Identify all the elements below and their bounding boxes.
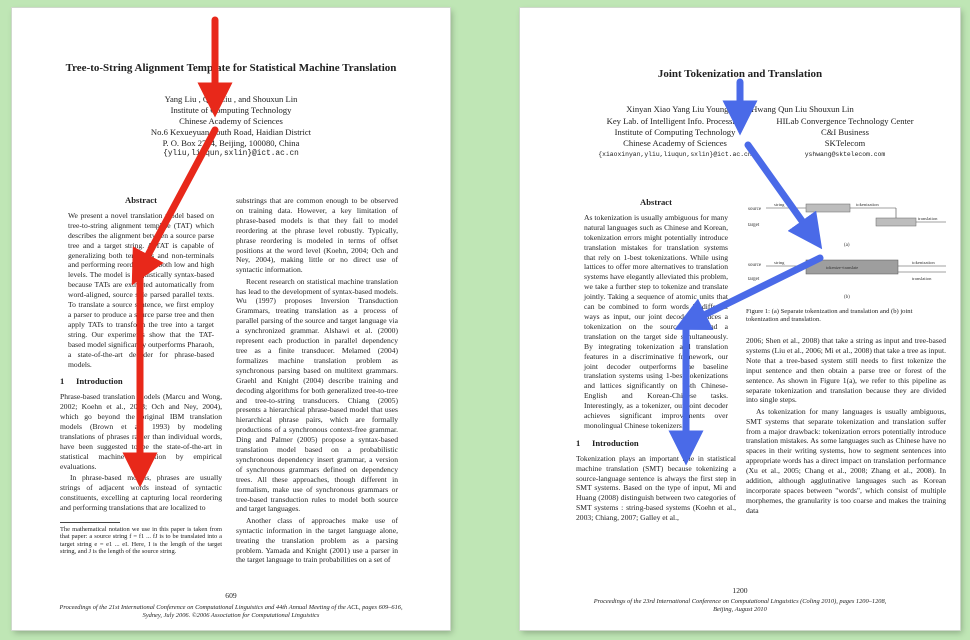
right-affil-left-line: Key Lab. of Intelligent Info. Processing: [606, 116, 744, 126]
right-authors: Xinyan Xiao Yang Liu Young-Sook Hwang Qun Liu Shouxun Lin: [626, 104, 854, 114]
fig-joint-box-label: tokenize+translate: [826, 265, 859, 270]
fig-label-b: (b): [844, 295, 850, 300]
fig-label-translation-b: translation: [912, 276, 932, 281]
right-email-left: {xiaoxinyan,yliu,liuqun,sxlin}@ict.ac.cn: [598, 151, 752, 158]
right-section-heading: [576, 439, 736, 449]
right-affil-right-line: SKTelecom: [824, 138, 866, 148]
right-col2-p1: 2006; Shen et al., 2008) that take a string as input and tree-based systems (Liu et al., 2006; Mi et al., 2008) that take a tree as input. Note that a tree-based system still needs to first tokenize the input sentence and then obtain a parse tree or forest of the sentence. As shown in Figure 1(a), we refer to this pipeline as separate tokenization and translation because they are divided into single steps.: [746, 336, 946, 405]
left-page-number: 609: [225, 591, 237, 600]
left-col2-p2: Recent research on statistical machine translation has lead to the development of syntax-based models. Wu (1997) proposes Inversion Transduction Grammars, treating translation as a process of parallel parsing of the source and target language via a synchronized grammar. Alshawi et al. (2000) represent each production in parallel dependency tree as a finite transducer. Melamed (2004) formalizes machine translation problem as synchronous parsing based on multitext grammars. Graehl and Knight (2004) describe training and decoding algorithms for both generalized tree-to-tree and tree-to-string transducers. Chiang (2005) presents a hierarchical phrase-based model that uses hierarchical phrase pairs, which are formally productions of a synchronous context-free grammar. Ding and Palmer (2005) propose a syntax-based translation model based on a probabilistic synchronous dependency insert grammar, a version of synchronous grammars defined on dependency trees. All these approaches, though different in formalism, make use of synchronous grammars or tree-based transduction rules to model both source and target languages.: [236, 276, 398, 514]
left-footnote: The mathematical notation we use in this paper is taken from that paper: a source string f = f1 ... fJ is to be translated into a target string e = e1 ... eI. Here, I is the length of the target string, and J is the length of the source string.: [60, 525, 222, 556]
right-proceedings-line: Proceedings of the 23rd International Conference on Computational Linguistics (Coling 2010), pages 1200–1208,: [593, 598, 887, 605]
right-proceedings: [550, 598, 930, 614]
fig-label-tokenization-a: tokenization: [856, 202, 879, 207]
right-abstract-heading: Abstract: [640, 197, 672, 207]
left-affil-line: P. O. Box 2704, Beijing, 100080, China: [162, 138, 300, 148]
left-proceedings-line: Proceedings of the 21st International Conference on Computational Linguistics and 44th Annual Meeting of the ACL, pages 609–616,: [59, 604, 403, 611]
left-affil-line: Institute of Computing Technology: [170, 105, 292, 115]
left-affil-line: Chinese Academy of Sciences: [179, 116, 283, 126]
left-paper-page: [12, 8, 450, 630]
right-affil-left-line: Chinese Academy of Sciences: [623, 138, 727, 148]
left-section-number: 1: [60, 376, 65, 387]
left-email: {yliu,liuqun,sxlin}@ict.ac.cn: [163, 150, 299, 158]
left-column-2: [236, 196, 398, 567]
left-col2-p1: substrings that are common enough to be observed on training data. However, a key limitation of phrase-based models is that they fail to model reordering at the phrase level robustly. Typically, phrase reordering is modeled in terms of offset positions at the word level (Koehn, 2004; Och and Ney, 2004), making little or no direct use of syntactic information.: [236, 196, 398, 275]
joint-tokenization-figure: [746, 194, 950, 324]
right-section-number: 1: [576, 437, 581, 448]
left-paper-title: Tree-to-String Alignment Template for Statistical Machine Translation: [65, 62, 397, 74]
left-abstract-text: We present a novel translation model based on tree-to-string alignment template (TAT) which describes the alignment between a source parse tree and a target string. A TAT is capable of generalizing both terminals and non-terminals and performing reordering at both low and high levels. The model is linguistically syntax-based because TATs are extracted automatically from word-aligned, source side parsed parallel texts. To translate a source sentence, we first employ a parser to produce a source parse tree and then apply TATs to transform the tree into a target string. Our experiments show that the TAT-based model significantly outperforms Pharaoh, a state-of-the-art decoder for phrase-based models.: [68, 210, 214, 369]
right-abstract-text: As tokenization is usually ambiguous for many natural languages such as Chinese and Korean, tokenization errors might potentially introduce translation mistakes for translation systems that rely on 1-best tokenizations. While using lattices to offer more alternatives to translation systems have elegantly alleviated this problem, we take a further step to tokenize and translate jointly. Taking a sequence of atomic units that can be combined to form words in different ways as input, our joint decoder produces a tokenization on the source side and a translation on the target side simultaneously. By integrating tokenization and translation features in a discriminative framework, our joint decoder outperforms the baseline translation systems using 1-best tokenizations and lattices significantly on both Chinese-English and Korean-Chinese tasks. Interestingly, as a tokenizer, our joint decoder achieves significant improvements over monolingual Chinese tokenizers.: [584, 212, 728, 430]
fig-label-source-a: source: [748, 207, 762, 212]
left-intro-p1: Phrase-based translation models (Marcu and Wong, 2002; Koehn et al., 2003; Och and Ney, 2004), which go beyond the original IBM translation models (Brown et al., 1993) by modeling translations of phrases rather than individual words, have been suggested to be the state-of-the-art in statistical machine translation by empirical evaluations.: [60, 392, 222, 471]
right-column-1: [576, 198, 736, 524]
fig-label-tokenization-b: tokenization: [912, 260, 935, 265]
right-intro-p1: Tokenization plays an important role in statistical machine translation (SMT) because tokenizing a source-language sentence is always the first step in SMT systems. Based on the type of input, Mi and Huang (2008) distinguish between two categories of SMT systems : string-based systems (Koehn et al., 2003; Chiang, 2007; Galley et al.,: [576, 453, 736, 523]
right-email-right: yshwang@sktelecom.com: [804, 151, 886, 158]
fig-label-string-a: string: [774, 202, 785, 207]
right-section-title: Introduction: [592, 437, 639, 448]
fig-box-a2: [876, 218, 916, 226]
fig-label-source-b: source: [748, 263, 762, 268]
left-intro-p2: In phrase-based models, phrases are usually strings of adjacent words instead of syntactic constituents, excelling at capturing local reordering and performing translations that are localized to: [60, 472, 222, 512]
right-paper-title: Joint Tokenization and Translation: [657, 68, 823, 80]
left-proceedings: [42, 604, 420, 620]
right-paper-page: [520, 8, 960, 630]
right-affil-left-line: Institute of Computing Technology: [614, 127, 736, 137]
fig-box-a1: [806, 204, 850, 212]
right-page-number: 1200: [732, 586, 748, 595]
right-affiliation-left: [580, 116, 770, 160]
right-affil-right-line: HILab Convergence Technology Center: [776, 116, 914, 126]
right-proceedings-line: Beijing, August 2010: [713, 606, 767, 613]
left-column-1: [60, 196, 222, 556]
right-column-2: [746, 336, 946, 517]
left-abstract-heading: Abstract: [125, 195, 157, 205]
left-proceedings-line: Sydney, July 2006. ©2006 Association for Computational Linguistics: [142, 612, 320, 619]
fig-label-target-a: target: [748, 223, 760, 228]
left-affiliation: [12, 105, 450, 160]
left-affil-line: No.6 Kexueyuan South Road, Haidian District: [150, 127, 312, 137]
figure-caption: Figure 1: (a) Separate tokenization and translation and (b) joint tokenization and translation.: [746, 308, 913, 324]
fig-label-string-b: string: [774, 260, 785, 265]
left-footnote-rule: [60, 522, 120, 523]
left-section-heading: [60, 377, 222, 387]
left-authors: Yang Liu , Qun Liu , and Shouxun Lin: [164, 94, 298, 104]
right-affiliation-right: [770, 116, 920, 160]
right-affil-right-line: C&I Business: [821, 127, 869, 137]
right-col2-p2: As tokenization for many languages is usually ambiguous, SMT systems that separate tokenization and translation suffer from a major drawback: tokenization errors potentially introduce translation mistakes. As some languages such as Chinese have no spaces in their writing systems, how to segment sentences into appropriate words has a direct impact on translation performance (Xu et al., 2005; Chang et al., 2008; Zhang et al., 2008). In addition, although agglutinative languages such as Korean incorporate spaces between "words", which consist of multiple morphemes, the granularity is too coarse and makes the training data: [746, 406, 946, 515]
fig-label-target-b: target: [748, 277, 760, 282]
fig-label-a: (a): [844, 243, 850, 248]
left-col2-p3: Another class of approaches make use of syntactic information in the target language alone, treating the translation problem as a parsing problem. Yamada and Knight (2001) use a parser in the target language to train probabilities on a set of: [236, 515, 398, 565]
fig-label-translation-a: translation: [918, 216, 938, 221]
left-section-title: Introduction: [76, 376, 123, 387]
